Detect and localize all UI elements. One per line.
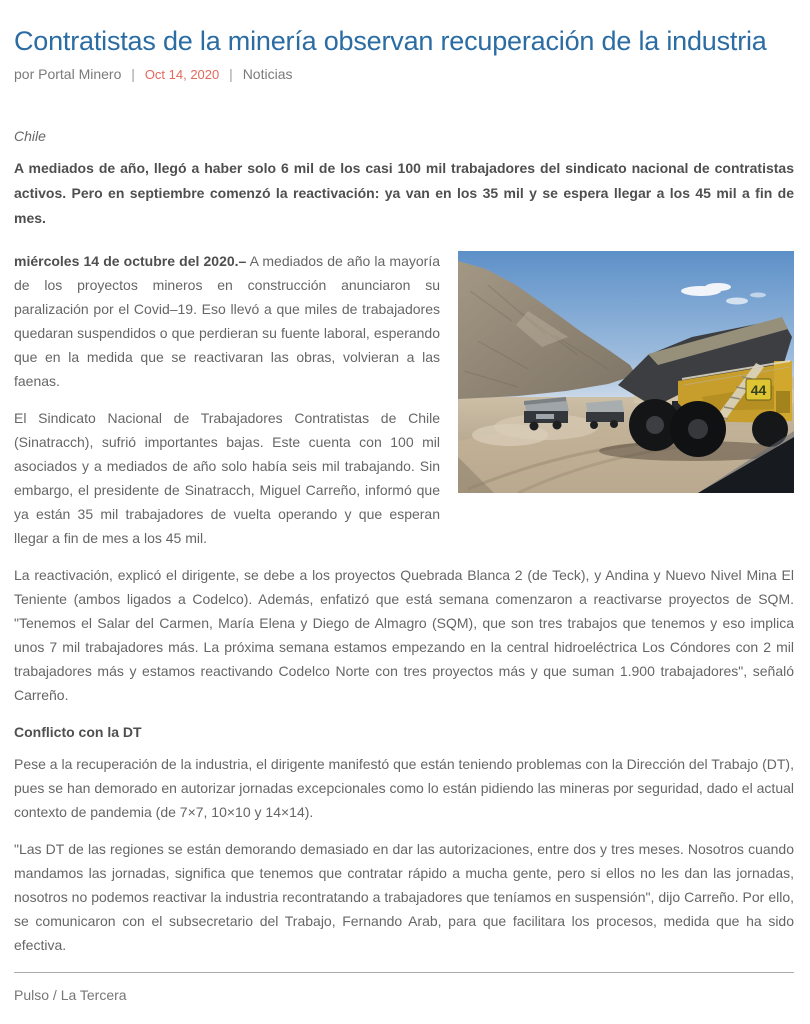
source-credit: Pulso / La Tercera	[14, 986, 127, 1003]
byline	[14, 66, 794, 82]
location-label: Chile	[14, 127, 46, 144]
paragraph-3: La reactivación, explicó el dirigente, se debe a los proyectos Quebrada Blanca 2 (de Teck), y Andina y Nuevo Nivel Mina El Teniente (ambos ligados a Codelco). Además, enfatizó que está semana comenzaron a reactivarse proyectos de SQM. "Tenemos el Salar del Carmen, María Elena y Diego de Almagro (SQM), que son tres trabajos que tenemos y eso implica unos 7 mil trabajadores más. La próxima semana estamos empezando en la central hidroeléctrica Los Cóndores con 2 mil trabajadores más y estamos reactivando Codelco Norte con tres proyectos más y que suman 1.900 trabajadores", señaló Carreño.	[14, 566, 794, 703]
mining-truck-photo-graphic	[458, 251, 794, 493]
paragraph-5: "Las DT de las regiones se están demorando demasiado en dar las autorizaciones, entre dos y tres meses. Nosotros cuando mandamos las jornadas, significa que tenemos que contratar rápido a mucha gente, pero si ellos no les dan las jornadas, nosotros no podemos reactivar la industria recontratando a trabajadores que teníamos en suspensión", dijo Carreño. Por ello, se comunicaron con el subsecretario del Trabajo, Fernando Arab, para que facilitara los procesos, medida que ha sido efectiva.	[14, 840, 794, 953]
byline-separator: |	[229, 65, 233, 82]
article-body-top	[14, 249, 794, 563]
paragraph-1-text: A mediados de año la mayoría de los proyectos mineros en construcción anunciaron su paralización por el Covid–19. Eso llevó a que miles de trabajadores quedaran suspendidos o que perdieran su fuente laboral, esperando que en la medida que se reactivaran las obras, volvieran a las faenas.	[14, 252, 441, 389]
paragraph-1-dateline: miércoles 14 de octubre del 2020.–	[14, 252, 247, 269]
mid-wheel-hub	[688, 419, 708, 439]
front-wheel-hub	[646, 416, 664, 434]
page-title: Contratistas de la minería observan recuperación de la industria	[14, 26, 767, 56]
paragraph-4: Pese a la recuperación de la industria, el dirigente manifestó que están teniendo problemas con la Dirección del Trabajo (DT), pues se han demorado en autorizar jornadas excepcionales como lo están pidiendo las mineras por seguridad, dado el actual contexto de pandemia (de 7×7, 10×10 y 14×14).	[14, 755, 794, 820]
article-date: Oct 14, 2020	[144, 66, 220, 82]
subheading: Conflicto con la DT	[14, 723, 142, 740]
author-link[interactable]: Portal Minero	[38, 65, 122, 82]
mining-truck-photo	[458, 251, 794, 493]
truck-number-sign: 44	[750, 381, 767, 398]
byline-prefix: por	[14, 65, 35, 82]
paragraph-2: El Sindicato Nacional de Trabajadores Contratistas de Chile (Sinatracch), sufrió importantes bajas. Este cuenta con 100 mil asociados y a mediados de año solo había seis mil trabajando. Sin embargo, el presidente de Sinatracch, Miguel Carreño, informó que ya están 35 mil trabajadores de vuelta operando y que esperan llegar a fin de mes a los 45 mil.	[14, 409, 440, 546]
front-grill	[776, 391, 790, 413]
byline-separator: |	[131, 65, 135, 82]
category-link[interactable]: Noticias	[242, 65, 293, 82]
lead-paragraph: A mediados de año, llegó a haber solo 6 mil de los casi 100 mil trabajadores del sindicato nacional de contratistas activos. Pero en septiembre comenzó la reactivación: ya van en los 35 mil y se espera llegar a los 45 mil a fin de mes.	[14, 159, 794, 226]
